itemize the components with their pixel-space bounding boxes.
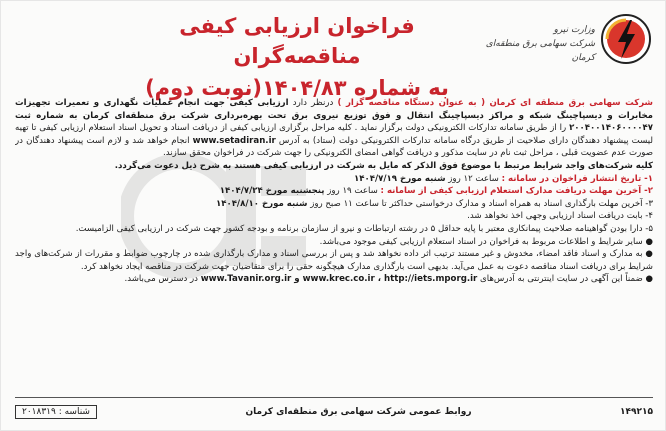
title-line-2: به شماره ۱۴۰۴/۸۳(نوبت دوم) — [145, 76, 449, 100]
intro-paragraph — [15, 97, 653, 160]
setad-link[interactable]: www.setadiran.ir — [192, 135, 276, 146]
item-1 — [15, 173, 653, 186]
ad-number: ۱۴۹۲۱۵ — [620, 407, 653, 417]
item-2-text: ساعت ۱۹ روز — [324, 186, 381, 197]
bullet-3-text-b: در دسترس می‌باشد. — [124, 274, 201, 285]
item-2-date: پنجشنبه مورخ ۱۴۰۴/۷/۲۴ — [219, 186, 325, 197]
ministry-label: وزارت نیرو — [553, 25, 595, 35]
item-4: ۴- بابت دریافت اسناد ارزیابی وجهی اخذ نخواهد شد. — [467, 211, 653, 222]
notice-body — [15, 97, 653, 397]
bullet-2: ● به مدارک و اسناد فاقد امضاء، مخدوش و غیر مستند ترتیب اثر داده نخواهد شد و پس از بررسی اسناد و مدارک بارگذاری شده در چارچوب ضوابط و مقررات از شرکت‌های واجد شرایط برای دریافت اسناد مناقصه دعوت به عمل می‌آید. بدیهی است بارگذاری مدارک هیچگونه حقی را برای متقاضیان جهت شرکت در مناقصه ایجاد نخواهد کرد. — [15, 249, 653, 272]
notice-header — [1, 1, 666, 100]
intro-text-c: را از طریق سامانه تدارکات الکترونیکی دولت برگزار نماید . کلیه مراحل برگزاری ارزیابی کیفی از دریافت اسناد و تحویل اسناد استعلام ارزیابی کیفی تا تهیه لیست پیشنهاد دهندگان دارای صلاحیت از طریق درگاه سامانه تدارکات الکترونیکی دولت (ستاد) به آدرس — [15, 123, 653, 146]
title-line-1: فراخوان ارزیابی کیفی مناقصه‌گران — [179, 14, 415, 68]
id-value: ۲۰۱۸۳۱۹ — [22, 407, 56, 417]
organization-name — [475, 23, 595, 65]
bullet-2-text: به مدارک و اسناد فاقد امضاء، مخدوش و غیر مستند ترتیب اثر داده نخواهد شد و پس از بررسی اسناد و مدارک بارگذاری شده در چارچوب ضوابط و مقررات از شرکت‌های واجد شرایط برای دریافت اسناد مناقصه دعوت به عمل می‌آید. بدیهی است بارگذاری مدارک هیچگونه حقی را برای متقاضیان جهت شرکت در مناقصه ایجاد نخواهد کرد. — [15, 249, 653, 272]
item-2 — [15, 185, 653, 198]
id-label: شناسه : — [58, 407, 90, 417]
item-3-date: شنبه مورخ ۱۴۰۴/۸/۱۰ — [215, 198, 308, 209]
intro-text-d: انجام خواهد شد و لازم است پیشنهاد دهندگان در صورت عدم عضویت قبلی ، مراحل ثبت نام در سایت مذکور و دریافت گواهی امضای الکترونیکی را جهت شرکت در فراخوان محقق سازند. — [15, 135, 653, 159]
notice-footer — [15, 401, 653, 423]
intro-text-a: درنظر دارد — [288, 98, 338, 108]
footer-divider — [15, 397, 653, 398]
publisher-label: روابط عمومی شرکت سهامی برق منطقه‌ای کرمان — [245, 407, 472, 417]
invitation-line: کلیه شرکت‌های واجد شرایط مرتبط با موضوع فوق الذکر که مایل به شرکت در ارزیابی کیفی هستند به شرح ذیل دعوت می‌گردد. — [114, 160, 653, 171]
bullet-1: ● سایر شرایط و اطلاعات مربوط به فراخوان در اسناد استعلام ارزیابی کیفی موجود می‌باشد. — [319, 236, 653, 247]
bullet-3-text-a: ضمناً این آگهی در سایت اینترنتی به آدرس‌های — [477, 274, 643, 285]
tavanir-lightning-logo-icon — [599, 9, 653, 73]
item-1-date: شنبه مورخ ۱۴۰۴/۷/۱۹ — [354, 173, 446, 184]
intro-organizer: شرکت سهامی برق منطقه ای کرمان ( به عنوان دستگاه مناقصه گزار ) — [337, 98, 653, 108]
id-box — [15, 405, 97, 419]
bullet-3: ● ضمناً این آگهی در سایت اینترنتی به آدرس‌های www.Tavanir.org.ir و www.krec.co.ir ، http://iets.mporg.ir در دسترس می‌باشد. — [124, 274, 653, 285]
intro-subject: ارزیابی کیفی جهت انجام عملیات نگهداری و تعمیرات تجهیزات مخابرات و دیسپاچینگ شبکه و مراکز دیسپاچینگ انتقال و فوق توزیع نیروی برق تحت بهره‌برداری شرکت برق منطقه‌ای کرمان به شماره ثبت ۲۰۰۴۰۰۱۴۰۶۰۰۰۰۴۷ — [15, 98, 653, 134]
bullet-1-text: سایر شرایط و اطلاعات مربوط به فراخوان در اسناد استعلام ارزیابی کیفی موجود می‌باشد. — [319, 236, 643, 247]
item-2-label: ۲- آخرین مهلت دریافت مدارک استعلام ارزیابی کیفی از سامانه : — [380, 186, 653, 197]
item-3 — [15, 198, 653, 211]
item-1-label: ۱- تاریخ انتشار فراخوان در سامانه : — [501, 173, 653, 184]
item-1-text: ساعت ۱۲ روز — [445, 173, 502, 184]
item-5: ۵- دارا بودن گواهینامه صلاحیت پیمانکاری معتبر با پایه حداقل ۵ در رشته ارتباطات و نیرو از سازمان برنامه و بودجه کشور جهت شرکت در ارزیابی کیفی الزامیست. — [75, 223, 653, 234]
website-links[interactable]: www.Tavanir.org.ir و www.krec.co.ir ، http://iets.mporg.ir — [200, 274, 478, 285]
notice-title — [117, 11, 477, 105]
item-3-text: ۳- آخرین مهلت بارگذاری اسناد به همراه اسناد و مدارک درخواستی حداکثر تا ساعت ۱۱ صبح روز — [307, 198, 653, 209]
company-label: شرکت سهامی برق منطقه‌ای کرمان — [485, 39, 595, 63]
